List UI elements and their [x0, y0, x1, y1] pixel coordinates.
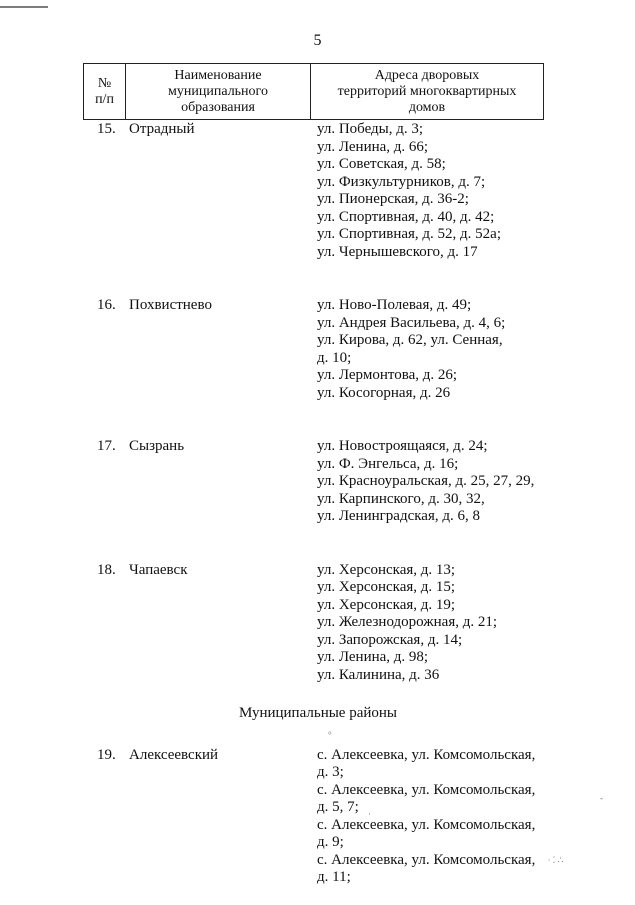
address-line: ул. Пионерская, д. 36-2;	[317, 191, 469, 207]
address-line: д. 3;	[317, 764, 344, 780]
address-line: ул. Запорожская, д. 14;	[317, 631, 463, 648]
row-number: 15.	[97, 121, 116, 137]
table-body	[83, 121, 553, 887]
address-line: ул. Херсонская, д. 19;	[317, 596, 456, 613]
address-line: ул. Советская, д. 58;	[317, 156, 446, 172]
header-col-addresses-text: Адреса дворовых территорий многоквартирных домов	[337, 67, 517, 115]
municipality-name: Чапаевск	[129, 561, 188, 578]
table-row	[83, 562, 553, 685]
table-row	[83, 297, 553, 402]
address-list	[315, 562, 553, 685]
address-line: ул. Физкультурников, д. 7;	[317, 173, 486, 190]
address-line: д. 9;	[317, 834, 344, 850]
address-line: ул. Новостроящаяся, д. 24;	[317, 438, 488, 454]
table-row	[83, 747, 553, 887]
address-line: ул. Спортивная, д. 52, д. 52а;	[317, 226, 501, 242]
address-line: с. Алексеевка, ул. Комсомольская,	[317, 746, 536, 763]
address-list	[315, 297, 553, 402]
header-col-name-text: Наименование муниципального образования	[168, 67, 268, 115]
municipality-name: Алексеевский	[129, 746, 219, 763]
section-title: Муниципальные районы	[238, 705, 398, 721]
header-col-number	[84, 64, 126, 119]
header-col-name	[126, 64, 311, 119]
municipality-name: Сызрань	[129, 438, 185, 454]
row-number: 19.	[97, 746, 116, 763]
address-line: с. Алексеевка, ул. Комсомольская,	[317, 816, 536, 833]
row-gap	[83, 261, 553, 297]
address-line: ул. Ленина, д. 98;	[317, 649, 429, 665]
address-list	[315, 121, 553, 261]
scan-speck: ∙ ⁚ ∴	[548, 855, 564, 865]
address-line: с. Алексеевка, ул. Комсомольская,	[317, 781, 536, 798]
address-line: ул. Херсонская, д. 15;	[317, 579, 456, 595]
address-list	[315, 438, 553, 526]
address-line: с. Алексеевка, ул. Комсомольская,	[317, 851, 536, 868]
address-line: ул. Чернышевского, д. 17	[317, 243, 478, 260]
header-col-addresses	[311, 64, 543, 119]
address-line: ул. Ф. Энгельса, д. 16;	[317, 455, 459, 472]
scan-speck: ·	[368, 809, 371, 819]
row-number: 17.	[97, 438, 116, 454]
row-gap	[83, 402, 553, 438]
address-line: ул. Херсонская, д. 13;	[317, 561, 456, 578]
scan-artifact-line	[0, 6, 48, 8]
address-line: ул. Косогорная, д. 26	[317, 384, 451, 401]
address-list	[315, 747, 553, 887]
address-line: д. 10;	[317, 349, 352, 366]
address-line: ул. Карпинского, д. 30, 32,	[317, 490, 485, 507]
scan-speck: -	[600, 793, 603, 803]
row-number: 16.	[97, 297, 116, 313]
address-line: ул. Калинина, д. 36	[317, 666, 440, 683]
address-line: ул. Лермонтова, д. 26;	[317, 367, 458, 383]
table-row	[83, 438, 553, 526]
address-line: ул. Кирова, д. 62, ул. Сенная,	[317, 332, 503, 348]
municipality-name: Похвистнево	[129, 297, 212, 313]
address-line: ул. Андрея Васильева, д. 4, 6;	[317, 314, 506, 331]
municipality-name: Отрадный	[129, 121, 195, 137]
row-gap	[83, 526, 553, 562]
table-row	[83, 121, 553, 261]
address-line: ул. Ново-Полевая, д. 49;	[317, 297, 472, 313]
row-number: 18.	[97, 561, 116, 578]
address-line: ул. Красноуральская, д. 25, 27, 29,	[317, 473, 535, 489]
address-line: ул. Победы, д. 3;	[317, 121, 424, 137]
address-line: ул. Железнодорожная, д. 21;	[317, 614, 498, 630]
table-header	[83, 63, 544, 120]
address-line: ул. Ленина, д. 66;	[317, 138, 429, 155]
page-number: 5	[313, 32, 322, 49]
address-line: ул. Ленинградская, д. 6, 8	[317, 508, 480, 524]
address-line: ул. Спортивная, д. 40, д. 42;	[317, 208, 495, 225]
header-col-number-text: № п/п	[95, 75, 114, 107]
address-line: д. 11;	[317, 869, 351, 885]
scan-speck: °	[328, 730, 332, 740]
address-line: д. 5, 7;	[317, 799, 359, 815]
